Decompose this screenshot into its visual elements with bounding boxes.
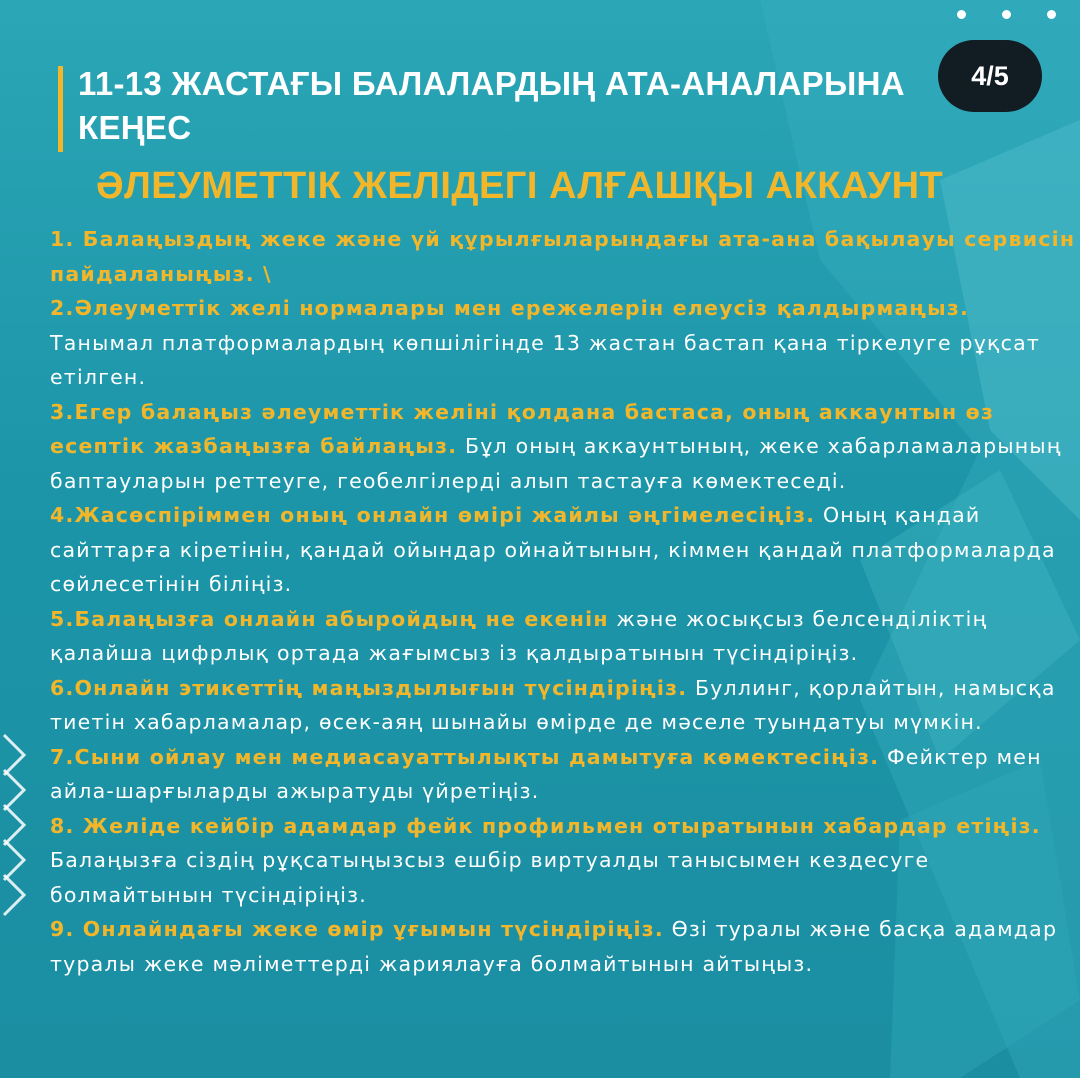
title-accent-bar bbox=[58, 66, 63, 152]
item-heading: 9. Онлайндағы жеке өмір ұғымын түсіндіріңіз. bbox=[50, 917, 664, 941]
item-text: және жосықсыз белсенділіктің қалайша цифрлық ортада жағымсыз із қалдыратынын түсіндіріңіз. bbox=[50, 606, 988, 665]
item-text: Бұл оның аккаунтының, жеке хабарламаларының баптауларын реттеуге, геобелгілерді алып тастауға көмектеседі. bbox=[50, 434, 1062, 493]
item-heading: 6.Онлайн этикеттің маңыздылығын түсіндіріңіз. bbox=[50, 675, 688, 700]
list-item bbox=[50, 291, 1076, 395]
item-text: Танымал платформалардың көпшілігінде 13 жастан бастап қана тіркелуге рұқсат етілген. bbox=[50, 330, 1041, 389]
decorative-dots bbox=[957, 10, 1056, 19]
item-text: Балаңызға сіздің рұқсатыңызсыз ешбір виртуалды танысымен кездесуге болмайтынын түсіндіріңіз. bbox=[50, 848, 930, 907]
advice-list bbox=[50, 222, 1076, 981]
dot bbox=[1047, 10, 1056, 19]
list-item bbox=[50, 671, 1076, 740]
list-item bbox=[50, 498, 1076, 602]
page-counter-badge[interactable]: 4/5 bbox=[938, 40, 1042, 112]
list-item bbox=[50, 912, 1076, 981]
list-item bbox=[50, 395, 1076, 499]
list-item bbox=[50, 602, 1076, 671]
list-item bbox=[50, 809, 1076, 913]
item-heading: 7.Сыни ойлау мен медиасауаттылықты дамытуға көмектесіңіз. bbox=[50, 744, 880, 769]
item-heading: 8. Желіде кейбір адамдар фейк профильмен отыратынын хабардар етіңіз. bbox=[50, 813, 1041, 838]
dot bbox=[1002, 10, 1011, 19]
item-heading: 4.Жасөспіріммен оның онлайн өмірі жайлы әңгімелесіңіз. bbox=[50, 503, 816, 527]
item-heading: 2.Әлеуметтік желі нормалары мен ережелерін елеусіз қалдырмаңыз. bbox=[50, 296, 970, 320]
item-heading: 3.Егер балаңыз әлеуметтік желіні қолдана бастаса, оның аккаунтын өз есептік жазбаңызға байлаңыз. bbox=[50, 399, 995, 458]
list-item bbox=[50, 740, 1076, 809]
page-subtitle: ӘЛЕУМЕТТІК ЖЕЛІДЕГІ АЛҒАШҚЫ АККАУНТ bbox=[96, 165, 944, 207]
item-text: Өзі туралы және басқа адамдар туралы жеке мәліметтерді жариялауға болмайтынын айтыңыз. bbox=[50, 917, 1058, 976]
item-heading: 1. Балаңыздың жеке және үй құрылғыларындағы ата-ана бақылауы сервисін пайдаланыңыз. \ bbox=[50, 227, 1076, 286]
item-text: Буллинг, қорлайтын, намысқа тиетін хабарламалар, өсек-аяң шынайы өмірде де мәселе туындатуы мүмкін. bbox=[50, 675, 1056, 734]
page-title: 11-13 ЖАСТАҒЫ БАЛАЛАРДЫҢ АТА-АНАЛАРЫНА КЕҢЕС bbox=[78, 65, 905, 146]
dot bbox=[957, 10, 966, 19]
item-text: Оның қандай сайттарға кіретінін, қандай ойындар ойнайтынын, кіммен қандай платформаларда сөйлесетінін біліңіз. bbox=[50, 503, 1056, 596]
list-item bbox=[50, 222, 1076, 291]
item-text: Фейктер мен айла-шарғыларды ажыратуды үйретіңіз. bbox=[50, 744, 1042, 803]
item-heading: 5.Балаңызға онлайн абыройдың не екенін bbox=[50, 606, 609, 631]
